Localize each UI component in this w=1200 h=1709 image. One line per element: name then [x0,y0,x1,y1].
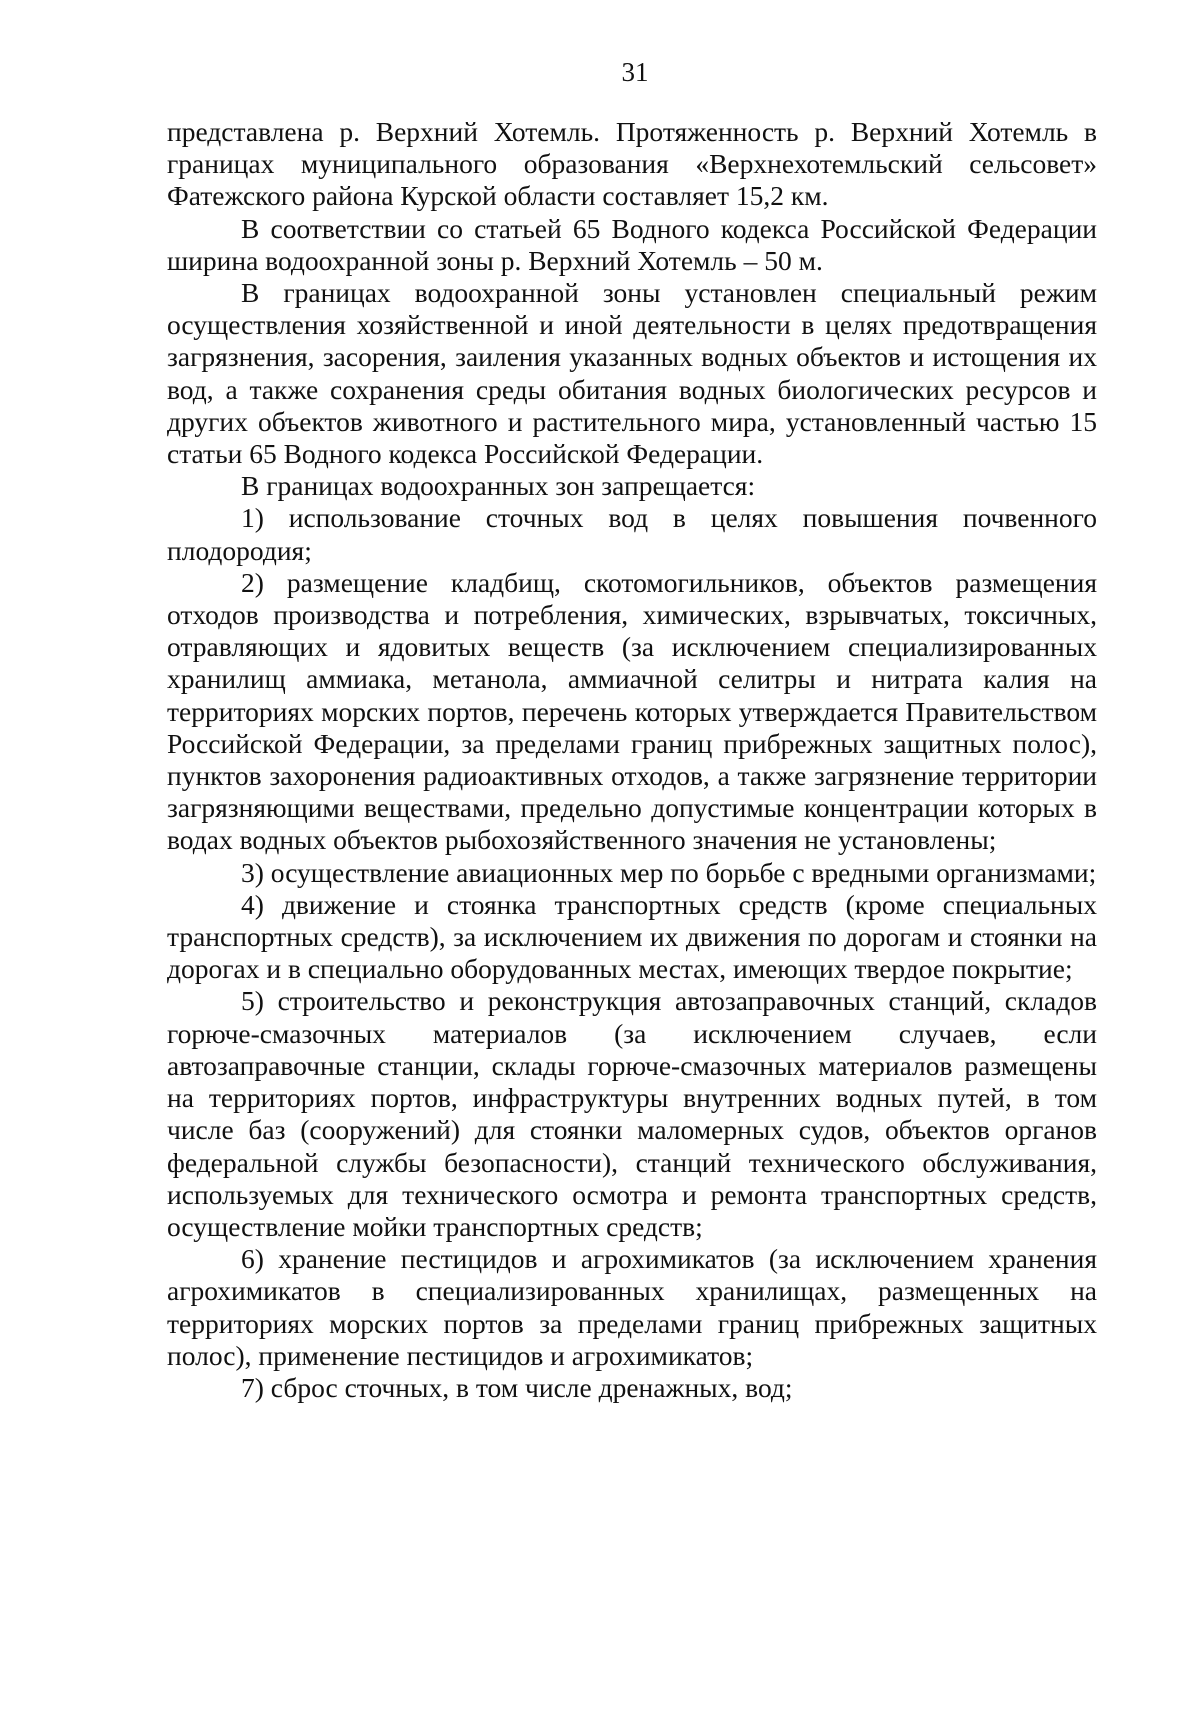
paragraph-special-regime: В границах водоохранной зоны установлен специальный режим осуществления хозяйственной и иной деятельности в целях предотвращения загрязнения, засорения, заиления указанных водных объектов и истощения их вод, а также сохранения среды обитания водных биологических ресурсов и других объектов животного и растительного мира, установленный частью 15 статьи 65 Водного кодекса Российской Федерации. [167,277,1097,470]
list-item-3: 3) осуществление авиационных мер по борьбе с вредными организмами; [241,856,1097,888]
list-item-7: 7) сброс сточных, в том числе дренажных, вод; [241,1371,793,1403]
list-item-1: 1) использование сточных вод в целях повышения почвенного плодородия; [167,502,1097,566]
paragraph-zone-width: В соответствии со статьей 65 Водного кодекса Российской Федерации ширина водоохранной зоны р. Верхний Хотемль – 50 м. [167,212,1097,276]
list-item-2: 2) размещение кладбищ, скотомогильников, объектов размещения отходов производства и потребления, химических, взрывчатых, токсичных, отравляющих и ядовитых веществ (за исключением специализированных хранилищ аммиака, метанола, аммиачной селитры и нитрата калия на территориях морских портов, перечень которых утверждается Правительством Российской Федерации, за пределами границ прибрежных защитных полос), пунктов захоронения радиоактивных отходов, а также загрязнение территории загрязняющими веществами, предельно допустимые концентрации которых в водах водных объектов рыбохозяйственного значения не установлены; [167,566,1097,856]
list-item-5: 5) строительство и реконструкция автозаправочных станций, складов горюче-смазочных материалов (за исключением случаев, если автозаправочные станции, склады горюче-смазочных материалов размещены на территориях портов, инфраструктуры внутренних водных путей, в том числе баз (сооружений) для стоянки маломерных судов, объектов органов федеральной службы безопасности), станций технического обслуживания, используемых для технического осмотра и ремонта транспортных средств, осуществление мойки транспортных средств; [167,985,1097,1242]
list-item-4: 4) движение и стоянка транспортных средств (кроме специальных транспортных средств), за исключением их движения по дорогам и стоянки на дорогах и в специально оборудованных местах, имеющих твердое покрытие; [167,888,1097,985]
page-number: 31 [621,57,649,87]
list-item-6: 6) хранение пестицидов и агрохимикатов (за исключением хранения агрохимикатов в специализированных хранилищах, размещенных на территориях морских портов за пределами границ прибрежных защитных полос), применение пестицидов и агрохимикатов; [167,1243,1097,1371]
paragraph-river-length: представлена р. Верхний Хотемль. Протяженность р. Верхний Хотемль в границах муниципального образования «Верхнехотемльский сельсовет» Фатежского района Курской области составляет 15,2 км. [167,116,1097,212]
paragraph-prohibitions-heading: В границах водоохранных зон запрещается: [241,470,756,502]
document-body [167,116,1097,1404]
